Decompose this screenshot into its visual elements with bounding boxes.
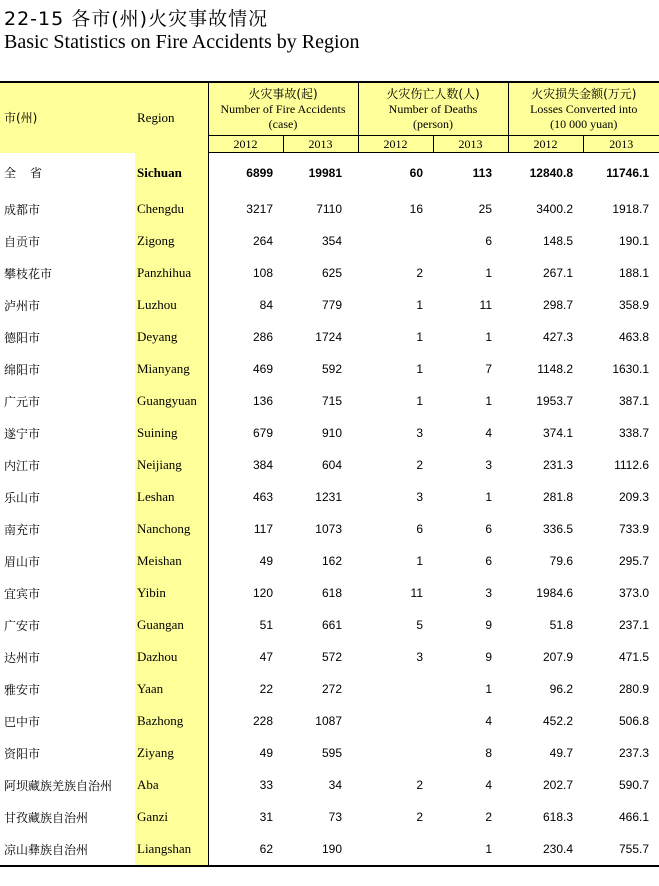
- region-name-english: Ganzi: [135, 801, 208, 833]
- header-group-losses: [508, 82, 659, 136]
- value-cell: 51: [259, 618, 273, 632]
- value-cell: 1: [416, 362, 423, 376]
- region-name-chinese: 德阳市: [4, 330, 41, 345]
- value-cell: 108: [252, 266, 273, 280]
- value-cell: 1231: [315, 490, 342, 504]
- value-cell: 910: [321, 426, 342, 440]
- region-name-english: Sichuan: [135, 153, 208, 194]
- value-cell: 1724: [315, 330, 342, 344]
- region-name-chinese: 宜宾市: [4, 586, 41, 601]
- value-cell: 3: [485, 586, 492, 600]
- region-name-english: Neijiang: [135, 449, 208, 481]
- value-cell: 188.1: [618, 266, 650, 280]
- value-cell: 230.4: [542, 842, 573, 856]
- group-unit: (case): [268, 116, 298, 131]
- table-row: [0, 193, 659, 225]
- value-cell: 281.8: [542, 490, 573, 504]
- value-cell: 1918.7: [612, 202, 650, 216]
- value-cell: 2: [416, 810, 423, 824]
- table-row-total: [0, 153, 659, 194]
- table-row: [0, 705, 659, 737]
- value-cell: 1953.7: [536, 394, 573, 408]
- value-cell: 237.1: [618, 618, 650, 632]
- table-row: [0, 609, 659, 641]
- value-cell: 9: [485, 650, 492, 664]
- value-cell: 3: [485, 458, 492, 472]
- value-cell: 11: [479, 298, 492, 312]
- value-cell: 1: [485, 842, 492, 856]
- table-row: [0, 577, 659, 609]
- region-name-english: Meishan: [135, 545, 208, 577]
- value-cell: 4: [485, 714, 492, 728]
- value-cell: 7110: [316, 202, 342, 216]
- value-cell: 6899: [246, 166, 273, 180]
- region-name-english: Chengdu: [135, 193, 208, 225]
- region-name-english: Liangshan: [135, 833, 208, 866]
- value-cell: 733.9: [618, 522, 650, 536]
- table-row: [0, 321, 659, 353]
- value-cell: 6: [485, 522, 492, 536]
- value-cell: 113: [472, 166, 492, 180]
- table-row: [0, 385, 659, 417]
- value-cell: 463.8: [618, 330, 650, 344]
- header-year: 2013: [433, 136, 508, 153]
- value-cell: 2: [416, 778, 423, 792]
- value-cell: 228: [252, 714, 273, 728]
- region-name-english: Aba: [135, 769, 208, 801]
- region-name-chinese: 雅安市: [4, 682, 41, 697]
- value-cell: 384: [252, 458, 273, 472]
- value-cell: 471.5: [618, 650, 650, 664]
- value-cell: 3400.2: [536, 202, 573, 216]
- group-label-chinese: 火灾损失金额(万元): [531, 86, 637, 101]
- table-row: [0, 673, 659, 705]
- value-cell: 8: [485, 746, 492, 760]
- region-name-chinese: 全省: [4, 166, 57, 181]
- value-cell: 136: [252, 394, 273, 408]
- value-cell: [358, 737, 433, 769]
- value-cell: 62: [259, 842, 273, 856]
- value-cell: 209.3: [618, 490, 650, 504]
- value-cell: 190.1: [618, 234, 650, 248]
- header-year: 2012: [358, 136, 433, 153]
- value-cell: 9: [485, 618, 492, 632]
- table-row: [0, 513, 659, 545]
- value-cell: 73: [328, 810, 342, 824]
- value-cell: 3: [416, 426, 423, 440]
- value-cell: 1: [416, 554, 423, 568]
- region-name-chinese: 自贡市: [4, 234, 41, 249]
- value-cell: 267.1: [542, 266, 573, 280]
- value-cell: 6: [485, 554, 492, 568]
- header-group-deaths: [358, 82, 508, 136]
- value-cell: 84: [259, 298, 273, 312]
- header-year: 2013: [283, 136, 358, 153]
- value-cell: 1984.6: [536, 586, 573, 600]
- value-cell: 231.3: [542, 458, 573, 472]
- table-body: [0, 153, 659, 867]
- fire-statistics-table: [0, 81, 659, 867]
- value-cell: 16: [409, 202, 423, 216]
- value-cell: 3217: [246, 202, 273, 216]
- value-cell: 625: [321, 266, 342, 280]
- value-cell: 592: [321, 362, 342, 376]
- value-cell: 1: [416, 330, 423, 344]
- value-cell: 237.3: [618, 746, 650, 760]
- value-cell: 272: [321, 682, 342, 696]
- value-cell: 1: [485, 394, 492, 408]
- table-row: [0, 225, 659, 257]
- value-cell: 280.9: [618, 682, 650, 696]
- value-cell: 779: [321, 298, 342, 312]
- value-cell: 49: [259, 554, 273, 568]
- value-cell: 1: [485, 490, 492, 504]
- table-row: [0, 737, 659, 769]
- value-cell: 1: [485, 682, 492, 696]
- value-cell: 7: [485, 362, 492, 376]
- value-cell: 336.5: [542, 522, 573, 536]
- value-cell: 427.3: [542, 330, 573, 344]
- header-region-chinese: 市(州): [0, 82, 135, 153]
- value-cell: 452.2: [542, 714, 573, 728]
- value-cell: 49.7: [549, 746, 573, 760]
- value-cell: 679: [252, 426, 273, 440]
- value-cell: 31: [259, 810, 273, 824]
- value-cell: 354: [321, 234, 342, 248]
- value-cell: 3: [416, 490, 423, 504]
- group-label-english: Losses Converted into: [530, 101, 638, 116]
- value-cell: 162: [321, 554, 342, 568]
- value-cell: 47: [259, 650, 273, 664]
- value-cell: 387.1: [618, 394, 650, 408]
- header-region-english: Region: [135, 82, 208, 153]
- value-cell: 2: [416, 266, 423, 280]
- value-cell: 79.6: [549, 554, 573, 568]
- value-cell: [358, 705, 433, 737]
- value-cell: 207.9: [542, 650, 573, 664]
- region-name-english: Suining: [135, 417, 208, 449]
- value-cell: 3: [416, 650, 423, 664]
- value-cell: 117: [253, 522, 273, 536]
- value-cell: 6: [416, 522, 423, 536]
- table-row: [0, 545, 659, 577]
- table-row: [0, 257, 659, 289]
- region-name-english: Yaan: [135, 673, 208, 705]
- header-year: 2013: [583, 136, 659, 153]
- value-cell: 1087: [315, 714, 342, 728]
- value-cell: 11746.1: [606, 166, 650, 180]
- value-cell: 463: [252, 490, 273, 504]
- region-name-english: Ziyang: [135, 737, 208, 769]
- region-name-english: Zigong: [135, 225, 208, 257]
- value-cell: 1: [485, 330, 492, 344]
- group-unit: (person): [413, 116, 453, 131]
- value-cell: 1073: [315, 522, 342, 536]
- table-row: [0, 801, 659, 833]
- region-name-chinese: 遂宁市: [4, 426, 41, 441]
- value-cell: 715: [321, 394, 342, 408]
- value-cell: 755.7: [618, 842, 650, 856]
- value-cell: 506.8: [618, 714, 650, 728]
- region-name-english: Dazhou: [135, 641, 208, 673]
- value-cell: 264: [252, 234, 273, 248]
- region-name-chinese: 南充市: [4, 522, 41, 537]
- region-name-english: Deyang: [135, 321, 208, 353]
- value-cell: 590.7: [618, 778, 650, 792]
- value-cell: 358.9: [618, 298, 650, 312]
- region-name-english: Nanchong: [135, 513, 208, 545]
- group-unit: (10 000 yuan): [550, 116, 618, 131]
- value-cell: 1: [416, 394, 423, 408]
- value-cell: 286: [252, 330, 273, 344]
- value-cell: [358, 673, 433, 705]
- region-name-chinese: 巴中市: [4, 714, 41, 729]
- region-name-english: Guangan: [135, 609, 208, 641]
- value-cell: 19981: [308, 166, 342, 180]
- group-label-chinese: 火灾事故(起): [248, 86, 318, 101]
- value-cell: 51.8: [549, 618, 573, 632]
- region-name-english: Bazhong: [135, 705, 208, 737]
- region-name-chinese: 成都市: [4, 202, 41, 217]
- table-row: [0, 289, 659, 321]
- value-cell: 1148.2: [537, 362, 573, 376]
- region-name-chinese: 内江市: [4, 458, 41, 473]
- value-cell: 4: [485, 778, 492, 792]
- value-cell: 572: [321, 650, 342, 664]
- table-row: [0, 353, 659, 385]
- value-cell: 295.7: [618, 554, 650, 568]
- value-cell: 6: [485, 234, 492, 248]
- region-name-chinese: 绵阳市: [4, 362, 41, 377]
- value-cell: 22: [259, 682, 273, 696]
- value-cell: 202.7: [542, 778, 573, 792]
- region-name-chinese: 乐山市: [4, 490, 41, 505]
- value-cell: 148.5: [542, 234, 573, 248]
- value-cell: [358, 225, 433, 257]
- table-row: [0, 641, 659, 673]
- region-name-chinese: 阿坝藏族羌族自治州: [4, 778, 113, 793]
- value-cell: 49: [259, 746, 273, 760]
- region-name-chinese: 甘孜藏族自治州: [4, 810, 89, 825]
- group-label-chinese: 火灾伤亡人数(人): [386, 86, 480, 101]
- region-name-chinese: 资阳市: [4, 746, 41, 761]
- value-cell: 190: [321, 842, 342, 856]
- region-name-chinese: 达州市: [4, 650, 41, 665]
- value-cell: 1: [485, 266, 492, 280]
- region-name-english: Luzhou: [135, 289, 208, 321]
- value-cell: 466.1: [618, 810, 650, 824]
- value-cell: 60: [409, 166, 423, 180]
- value-cell: 11: [410, 586, 423, 600]
- region-name-english: Guangyuan: [135, 385, 208, 417]
- value-cell: 298.7: [542, 298, 573, 312]
- header-group-accidents: [208, 82, 358, 136]
- value-cell: 1: [416, 298, 423, 312]
- table-row: [0, 833, 659, 866]
- header-year: 2012: [208, 136, 283, 153]
- value-cell: 2: [485, 810, 492, 824]
- value-cell: 34: [328, 778, 342, 792]
- table-title-chinese: 22-15 各市(州)火灾事故情况: [4, 8, 269, 30]
- value-cell: 96.2: [549, 682, 573, 696]
- value-cell: [358, 833, 433, 866]
- value-cell: 618: [321, 586, 342, 600]
- value-cell: 374.1: [542, 426, 573, 440]
- value-cell: 120: [252, 586, 273, 600]
- region-name-english: Yibin: [135, 577, 208, 609]
- value-cell: 12840.8: [529, 166, 573, 180]
- value-cell: 618.3: [542, 810, 573, 824]
- group-label-english: Number of Deaths: [388, 101, 478, 116]
- region-name-chinese: 泸州市: [4, 298, 41, 313]
- value-cell: 5: [416, 618, 423, 632]
- region-name-english: Leshan: [135, 481, 208, 513]
- table-row: [0, 481, 659, 513]
- region-name-chinese: 广安市: [4, 618, 41, 633]
- region-name-english: Panzhihua: [135, 257, 208, 289]
- value-cell: 25: [478, 202, 492, 216]
- region-name-chinese: 凉山彝族自治州: [4, 842, 89, 857]
- header-year: 2012: [508, 136, 583, 153]
- value-cell: 338.7: [618, 426, 650, 440]
- region-name-chinese: 眉山市: [4, 554, 41, 569]
- value-cell: 373.0: [618, 586, 650, 600]
- value-cell: 604: [321, 458, 342, 472]
- value-cell: 661: [321, 618, 342, 632]
- value-cell: 469: [252, 362, 273, 376]
- group-label-english: Number of Fire Accidents: [220, 101, 346, 116]
- value-cell: 1630.1: [612, 362, 650, 376]
- value-cell: 2: [416, 458, 423, 472]
- value-cell: 1112.6: [614, 458, 650, 472]
- value-cell: 33: [259, 778, 273, 792]
- region-name-english: Mianyang: [135, 353, 208, 385]
- value-cell: 595: [321, 746, 342, 760]
- region-name-chinese: 攀枝花市: [4, 266, 53, 281]
- table-title-english: Basic Statistics on Fire Accidents by Region: [4, 31, 360, 53]
- value-cell: 4: [485, 426, 492, 440]
- table-row: [0, 449, 659, 481]
- table-row: [0, 769, 659, 801]
- table-row: [0, 417, 659, 449]
- region-name-chinese: 广元市: [4, 394, 41, 409]
